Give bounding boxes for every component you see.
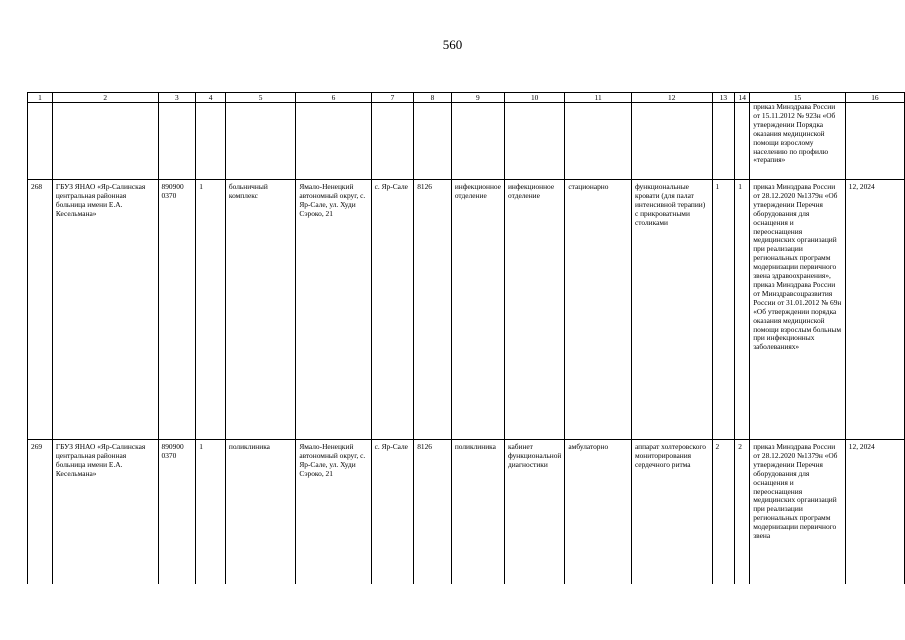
- col-header: 10: [504, 93, 564, 103]
- date-cell: 12, 2024: [845, 440, 904, 585]
- locality-cell: с. Яр-Сале: [371, 180, 414, 440]
- table-row: [28, 440, 905, 585]
- col-header: 5: [225, 93, 295, 103]
- organization-cell: ГБУЗ ЯНАО «Яр-Салинская центральная районная больница имени Е.А. Кесельмана»: [52, 440, 158, 585]
- code-cell: 890900 0370: [158, 180, 196, 440]
- col-header: 15: [750, 93, 846, 103]
- basis-cell: приказ Минздрава России от 28.12.2020 №1379н «Об утверждении Перечня оборудования для оснащения и переоснащения медицинских организаций при реализации региональных программ модернизации первичного звена здравоохранения», приказ Минздрава России от Минздравсоцразвития России от 31.01.2012 № 69н «Об утверждении порядка оказания медицинской помощи взрослым больным при инфекционных заболеваниях»: [750, 180, 846, 440]
- care-type-cell: стационарно: [565, 180, 632, 440]
- col-header: 16: [845, 93, 904, 103]
- col14-cell: 2: [735, 440, 750, 585]
- column-number-row: [28, 93, 905, 103]
- col8-cell: 8126: [414, 440, 452, 585]
- col8-cell: 8126: [414, 180, 452, 440]
- col4-cell: 1: [196, 440, 226, 585]
- page-number: 560: [442, 37, 463, 52]
- col-header: 6: [296, 93, 371, 103]
- col-header: 2: [52, 93, 158, 103]
- col13-cell: 2: [712, 440, 735, 585]
- equipment-cell: функциональные кровати (для палат интенсивной терапии) с прикроватными столиками: [631, 180, 712, 440]
- col-header: 9: [451, 93, 504, 103]
- department-cell: инфекционное отделение: [451, 180, 504, 440]
- col-header: 14: [735, 93, 750, 103]
- row-number: 268: [28, 180, 53, 440]
- basis-cell: приказ Минздрава России от 28.12.2020 №1379н «Об утверждении Перечня оборудования для оснащения и переоснащения медицинских организаций при реализации региональных программ модернизации первичного звена: [750, 440, 846, 585]
- col4-cell: 1: [196, 180, 226, 440]
- code-cell: 890900 0370: [158, 440, 196, 585]
- address-cell: Ямало-Ненецкий автономный округ, с. Яр-Сале, ул. Худи Сэроко, 21: [296, 440, 371, 585]
- organization-cell: ГБУЗ ЯНАО «Яр-Салинская центральная районная больница имени Е.А. Кесельмана»: [52, 180, 158, 440]
- col13-cell: 1: [712, 180, 735, 440]
- continuation-row: [28, 103, 905, 180]
- col14-cell: 1: [735, 180, 750, 440]
- care-type-cell: амбулаторно: [565, 440, 632, 585]
- col-header: 12: [631, 93, 712, 103]
- locality-cell: с. Яр-Сале: [371, 440, 414, 585]
- subdepartment-cell: инфекционное отделение: [504, 180, 564, 440]
- address-cell: Ямало-Ненецкий автономный округ, с. Яр-Сале, ул. Худи Сэроко, 21: [296, 180, 371, 440]
- basis-cell: приказ Минздрава России от 15.11.2012 № 923н «Об утверждении Порядка оказания медицинской помощи взрослому населению по профилю «терапия»: [750, 103, 846, 180]
- col-header: 11: [565, 93, 632, 103]
- col-header: 1: [28, 93, 53, 103]
- row-number: 269: [28, 440, 53, 585]
- department-cell: поликлиника: [451, 440, 504, 585]
- col-header: 8: [414, 93, 452, 103]
- table-row: [28, 180, 905, 440]
- col-header: 3: [158, 93, 196, 103]
- col-header: 4: [196, 93, 226, 103]
- facility-type-cell: больничный комплекс: [225, 180, 295, 440]
- equipment-cell: аппарат холтеровского мониторирования сердечного ритма: [631, 440, 712, 585]
- equipment-table: [27, 92, 905, 584]
- date-cell: 12, 2024: [845, 180, 904, 440]
- col-header: 7: [371, 93, 414, 103]
- facility-type-cell: поликлиника: [225, 440, 295, 585]
- subdepartment-cell: кабинет функциональной диагностики: [504, 440, 564, 585]
- col-header: 13: [712, 93, 735, 103]
